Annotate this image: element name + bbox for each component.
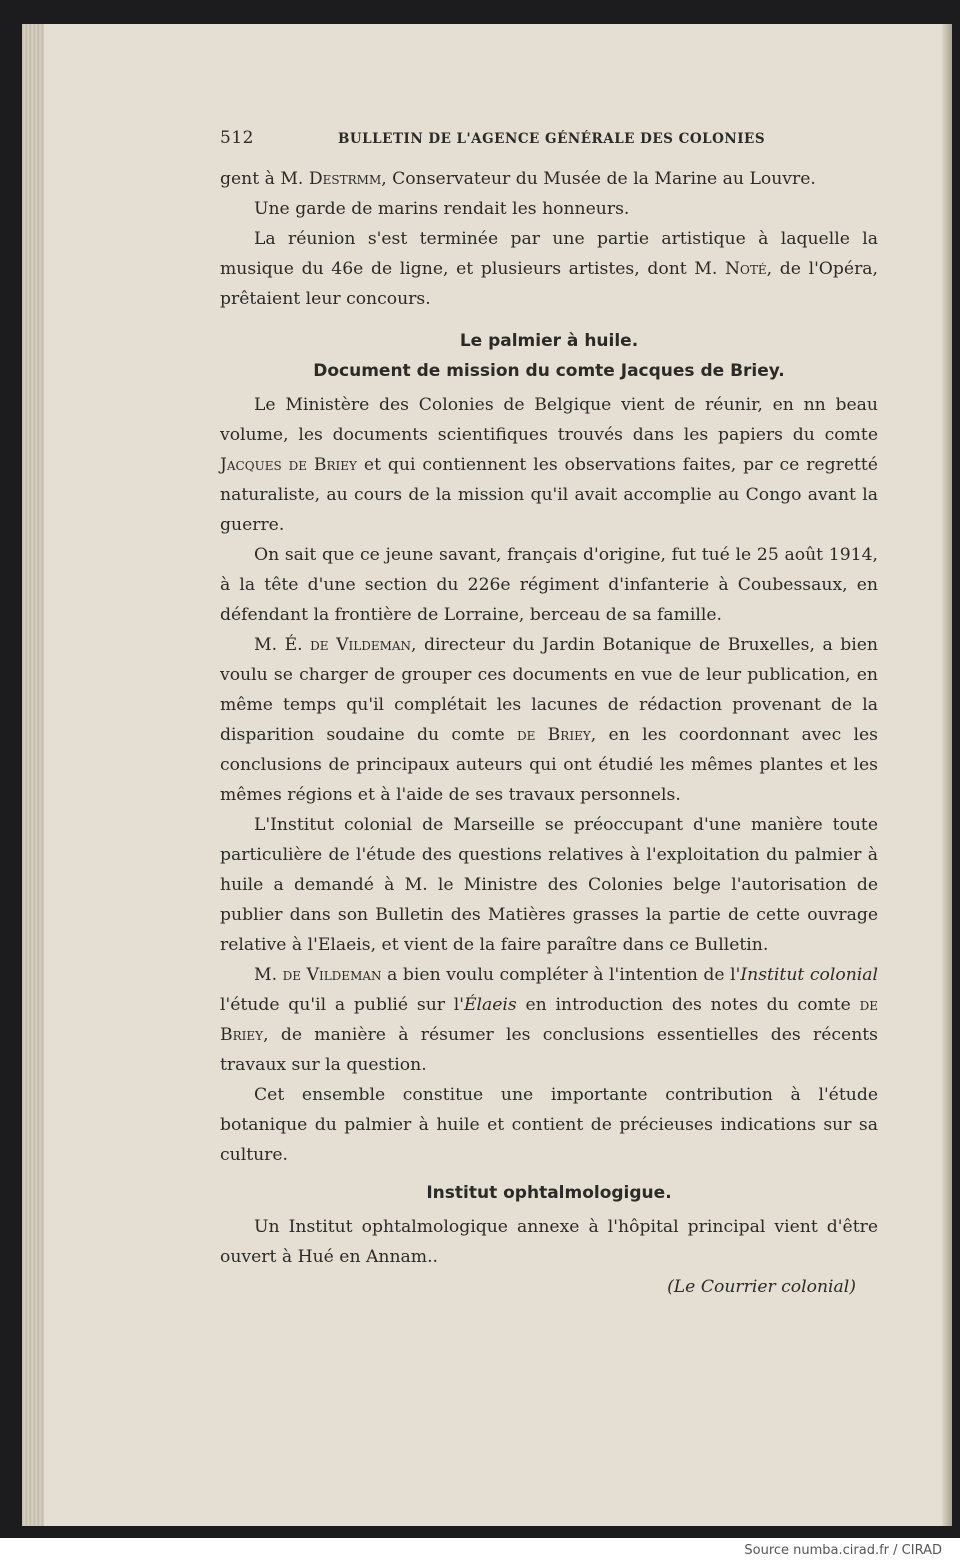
book-page	[22, 24, 952, 1526]
person-name: Noté	[725, 259, 767, 279]
paragraph: M. de Vildeman a bien voulu compléter à l'intention de l'Institut colonial l'étude qu'il a publié sur l'Élaeis en introduction des notes du comte de Briey, de manière à résumer les conclusions essentielles des récents travaux sur la question.	[220, 965, 879, 1075]
paragraph: Une garde de marins rendait les honneurs.	[254, 199, 630, 219]
paragraph: Un Institut ophtalmologique annexe à l'hôpital principal vient d'être ouvert à Hué en Annam..	[220, 1217, 878, 1267]
person-name: de Briey	[516, 725, 591, 745]
paragraph: Cet ensemble constitue une importante contribution à l'étude botanique du palmier à huile et contient de précieuses indications sur sa culture.	[220, 1085, 878, 1165]
paragraph: M. É. de Vildeman, directeur du Jardin Botanique de Bruxelles, a bien voulu se charger de grouper ces documents en vue de leur publication, en même temps qu'il complétait les lacunes de rédaction provenant de la disparition soudaine du comte de Briey, en les coordonnant avec les conclusions de principaux auteurs qui ont étudié les mêmes plantes et les mêmes régions et à l'aide de ses travaux personnels.	[220, 635, 878, 805]
section-subtitle: Document de mission du comte Jacques de Briey.	[313, 361, 785, 381]
page-content	[220, 128, 878, 1302]
section-title: Institut ophtalmologigue.	[426, 1183, 672, 1203]
person-name: Jacques de Briey	[220, 455, 357, 475]
paragraph: La réunion s'est terminée par une partie artistique à laquelle la musique du 46e de ligne, et plusieurs artistes, dont M. Noté, de l'Opéra, prêtaient leur concours.	[220, 229, 878, 309]
section-title: Le palmier à huile.	[459, 331, 639, 351]
source-credit: Source numba.cirad.fr / CIRAD	[744, 1543, 942, 1558]
page-edge-right	[942, 24, 952, 1526]
italic-term: Élaeis	[463, 995, 517, 1015]
person-name: de Vildeman	[310, 635, 412, 655]
paragraph: Le Ministère des Colonies de Belgique vient de réunir, en nn beau volume, les documents scientifiques trouvés dans les papiers du comte Jacques de Briey et qui contiennent les observations faites, par ce regretté naturaliste, au cours de la mission qu'il avait accomplie au Congo avant la guerre.	[220, 395, 878, 535]
page-edge-left	[22, 24, 44, 1526]
paragraph: L'Institut colonial de Marseille se préoccupant d'une manière toute particulière de l'étude des questions relatives à l'exploitation du palmier à huile a demandé à M. le Ministre des Colonies belge l'autorisation de publier dans son Bulletin des Matières grasses la partie de cette ouvrage relative à l'Elaeis, et vient de la faire paraître dans ce Bulletin.	[220, 815, 878, 955]
source-citation: (Le Courrier colonial)	[667, 1277, 856, 1297]
paragraph-continued: gent à M. Destrmm, Conservateur du Musée de la Marine au Louvre.	[220, 169, 816, 189]
paragraph: On sait que ce jeune savant, français d'origine, fut tué le 25 août 1914, à la tête d'une section du 226e régiment d'infanterie à Coubessaux, en défendant la frontière de Lorraine, berceau de sa famille.	[220, 545, 878, 625]
person-name: Destrmm	[308, 169, 382, 189]
italic-term: Institut colonial	[740, 965, 878, 985]
person-name: de Briey	[220, 995, 879, 1045]
person-name: de Vildeman	[282, 965, 382, 985]
running-head	[220, 128, 878, 154]
page-number: 512	[220, 128, 254, 148]
journal-title: BULLETIN DE L'AGENCE GÉNÉRALE DES COLONIES	[338, 131, 766, 147]
